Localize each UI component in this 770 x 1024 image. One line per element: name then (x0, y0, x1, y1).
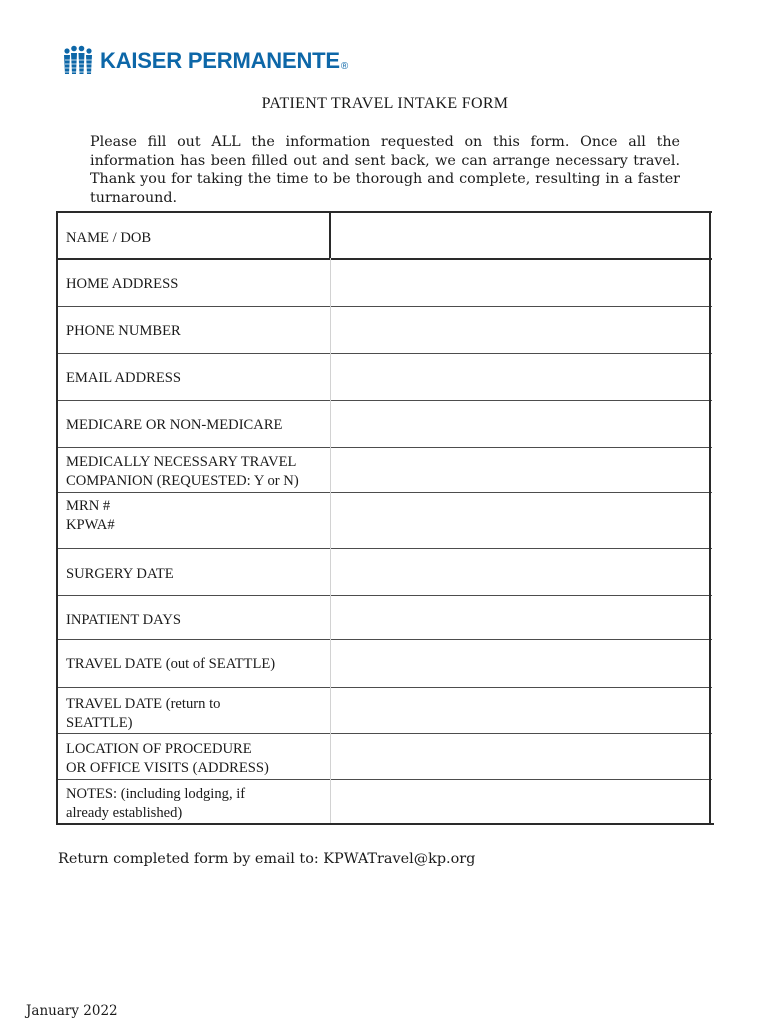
form-row-input-field[interactable] (331, 549, 712, 595)
form-row (56, 779, 712, 825)
form-row-label-line: TRAVEL DATE (return to (66, 696, 221, 712)
form-row-label-line: TRAVEL DATE (out of SEATTLE) (66, 656, 276, 672)
form-row (56, 211, 712, 258)
form-row-label (66, 497, 328, 535)
form-row-label-line: NAME / DOB (66, 230, 152, 246)
registered-mark: ® (340, 60, 349, 72)
form-row-label (66, 369, 328, 388)
form-row-label-line: MRN # (66, 498, 111, 514)
form-row-label (66, 229, 328, 248)
form-row-label (66, 655, 328, 674)
form-row (56, 687, 712, 733)
form-row-label (66, 611, 328, 630)
revision-date: January 2022 (26, 1003, 118, 1019)
form-row (56, 353, 712, 400)
table-right-border (709, 211, 711, 824)
form-row (56, 595, 712, 639)
return-instruction: Return completed form by email to: KPWATravel@kp.org (58, 851, 476, 867)
form-row-input-field[interactable] (331, 307, 712, 353)
form-row-input-field[interactable] (331, 260, 712, 306)
intake-form-table (56, 211, 712, 825)
form-instructions: Please fill out ALL the information requested on this form. Once all the information has been filled out and sent back, we can arrange necessary travel. Thank you for taking the time to be thorough and complete, resulting in a faster turnaround. (90, 134, 680, 206)
form-row-input-field[interactable] (331, 688, 712, 733)
form-row-label-line: OR OFFICE VISITS (ADDRESS) (66, 760, 269, 776)
form-row-input-field[interactable] (331, 780, 712, 825)
form-row-label (66, 416, 328, 435)
form-row-label (66, 453, 328, 491)
form-row (56, 492, 712, 548)
form-row-label-line: NOTES: (including lodging, if (66, 786, 246, 802)
form-row-label-line: EMAIL ADDRESS (66, 370, 182, 386)
form-row-label (66, 695, 328, 733)
form-row-label-line: already established) (66, 805, 183, 821)
form-row (56, 306, 712, 353)
form-row (56, 548, 712, 595)
kaiser-permanente-logo (62, 44, 348, 78)
form-row-input-field[interactable] (331, 354, 712, 400)
form-row-label (66, 785, 328, 823)
form-row-label-line: KPWA# (66, 517, 115, 533)
form-row-label-line: SURGERY DATE (66, 566, 174, 582)
form-row-label-line: COMPANION (REQUESTED: Y or N) (66, 473, 299, 489)
form-row-label (66, 275, 328, 294)
column-divider (330, 258, 331, 824)
form-title: PATIENT TRAVEL INTAKE FORM (261, 95, 509, 112)
form-row-label (66, 322, 328, 341)
table-bottom-border (56, 823, 714, 825)
form-row-input-field[interactable] (331, 401, 712, 447)
form-row-label-line: MEDICARE OR NON-MEDICARE (66, 417, 283, 433)
form-row-label (66, 565, 328, 584)
form-row-label-line: MEDICALLY NECESSARY TRAVEL (66, 454, 297, 470)
form-row-label-line: INPATIENT DAYS (66, 612, 182, 628)
form-row-input-field[interactable] (331, 734, 712, 779)
form-row-label-line: HOME ADDRESS (66, 276, 179, 292)
table-left-border (56, 211, 58, 824)
first-row-divider (329, 211, 331, 259)
form-row-label (66, 740, 328, 778)
form-row (56, 400, 712, 447)
kaiser-people-mark-icon (62, 44, 96, 78)
form-row-label-line: SEATTLE) (66, 715, 133, 731)
form-row (56, 447, 712, 492)
form-row (56, 733, 712, 779)
form-row (56, 639, 712, 687)
form-row-label-line: LOCATION OF PROCEDURE (66, 741, 252, 757)
form-row (56, 258, 712, 306)
form-row-input-field[interactable] (331, 448, 712, 492)
form-row-input-field[interactable] (331, 596, 712, 639)
form-row-input-field[interactable] (331, 640, 712, 687)
logo-wordmark: KAISER PERMANENTE (100, 48, 340, 73)
form-row-input-field[interactable] (331, 213, 712, 258)
form-row-label-line: PHONE NUMBER (66, 323, 181, 339)
form-row-input-field[interactable] (331, 493, 712, 548)
